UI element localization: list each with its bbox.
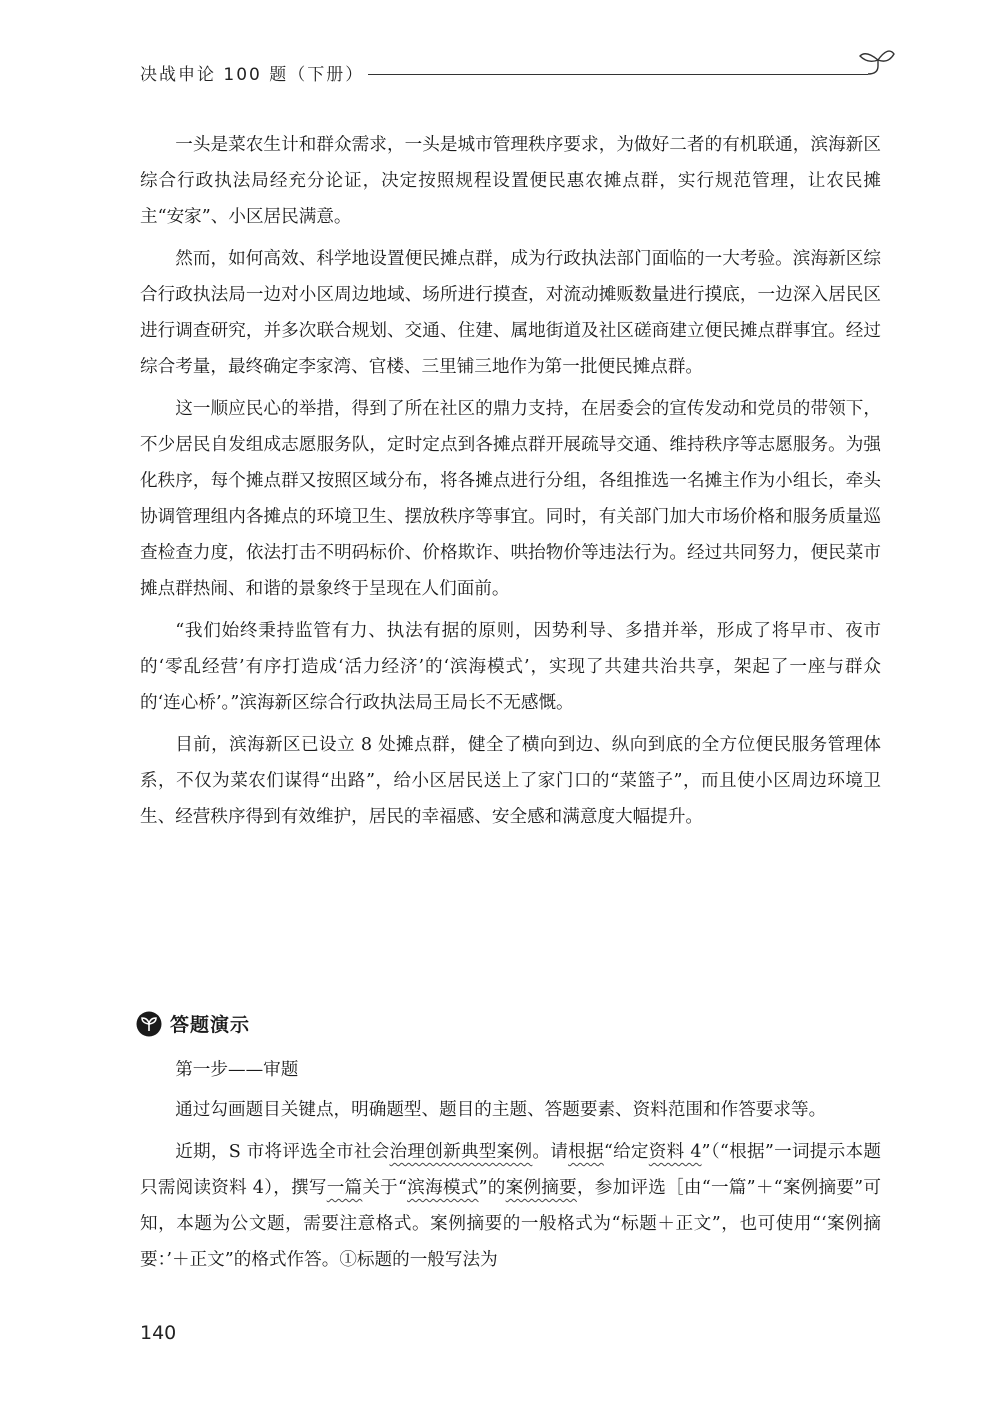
- section-title: 答题演示: [170, 1014, 251, 1036]
- paragraph: 一头是菜农生计和群众需求，一头是城市管理秩序要求，为做好二者的有机联通，滨海新区综合行政执法局经充分论证，决定按照规程设置便民惠农摊点群，实行规范管理，让农民摊主“安家”、小区居民满意。: [140, 135, 881, 227]
- paragraph: 然而，如何高效、科学地设置便民摊点群，成为行政执法部门面临的一大考验。滨海新区综合行政执法局一边对小区周边地域、场所进行摸查，对流动摊贩数量进行摸底，一边深入居民区进行调查研究，并多次联合规划、交通、住建、属地街道及社区磋商建立便民摊点群事宜。经过综合考量，最终确定李家湾、官楼、三里铺三地作为第一批便民摊点群。: [140, 249, 881, 377]
- intro-paragraph: 通过勾画题目关键点，明确题型、题目的主题、答题要素、资料范围和作答要求等。: [175, 1100, 827, 1120]
- keyword-underlined: 治理创新典型案例: [389, 1142, 533, 1162]
- paragraph: “我们始终秉持监管有力、执法有据的原则，因势利导、多措并举，形成了将早市、夜市的‘零乱经营’有序打造成‘活力经济’的‘滨海模式’，实现了共建共治共享，架起了一座与群众的‘连心桥’。”滨海新区综合行政执法局王局长不无感慨。: [140, 621, 881, 713]
- keyword-underlined: 滨海模式: [407, 1178, 479, 1198]
- analysis-text: 关于“: [362, 1178, 408, 1198]
- answer-demo: [140, 1052, 881, 1284]
- keyword-underlined: 一篇: [326, 1178, 363, 1198]
- analysis-text: ，参加评选［由“一篇”＋“案例摘要”可知，本题为公文题，需要注意格式。案例摘要的一般格式为“标题＋正文”，也可使用“‘案例摘要：’＋正文”的格式作答。①标题的一般写法为: [140, 1178, 881, 1270]
- header-rule: [368, 74, 868, 75]
- analysis-text: “给定: [603, 1142, 649, 1162]
- running-header: [140, 46, 900, 86]
- question-analysis: [140, 1134, 881, 1278]
- leaf-badge-icon: [136, 1011, 162, 1037]
- article-body: [140, 127, 881, 841]
- keyword-underlined: 资料 4: [648, 1142, 702, 1162]
- analysis-text: ”（“根据”一词提示本题只需阅读资料 4），撰写: [140, 1142, 881, 1198]
- paragraph: 这一顺应民心的举措，得到了所在社区的鼎力支持，在居委会的宣传发动和党员的带领下，不少居民自发组成志愿服务队，定时定点到各摊点群开展疏导交通、维持秩序等志愿服务。为强化秩序，每个摊点群又按照区域分布，将各摊点进行分组，各组推选一名摊主作为小组长，牵头协调管理组内各摊点的环境卫生、摆放秩序等事宜。同时，有关部门加大市场价格和服务质量巡查检查力度，依法打击不明码标价、价格欺诈、哄抬物价等违法行为。经过共同努力，便民菜市摊点群热闹、和谐的景象终于呈现在人们面前。: [140, 399, 881, 599]
- paragraph: 目前，滨海新区已设立 8 处摊点群，健全了横向到边、纵向到底的全方位便民服务管理体系，不仅为菜农们谋得“出路”，给小区居民送上了家门口的“菜篮子”，而且使小区周边环境卫生、经营秩序得到有效维护，居民的幸福感、安全感和满意度大幅提升。: [140, 735, 881, 827]
- keyword-underlined: 案例摘要: [505, 1178, 577, 1198]
- analysis-text: 。请: [532, 1142, 569, 1162]
- keyword-underlined: 根据: [568, 1142, 604, 1162]
- analysis-text: 近期，S 市将评选全市社会: [175, 1142, 390, 1162]
- step-label: 第一步——审题: [175, 1060, 299, 1080]
- analysis-text: ”的: [478, 1178, 506, 1198]
- section-heading: [136, 1010, 250, 1037]
- sprout-icon: [858, 46, 898, 86]
- page-number: 140: [140, 1322, 177, 1344]
- book-title: 决战申论 100 题（下册）: [140, 65, 365, 85]
